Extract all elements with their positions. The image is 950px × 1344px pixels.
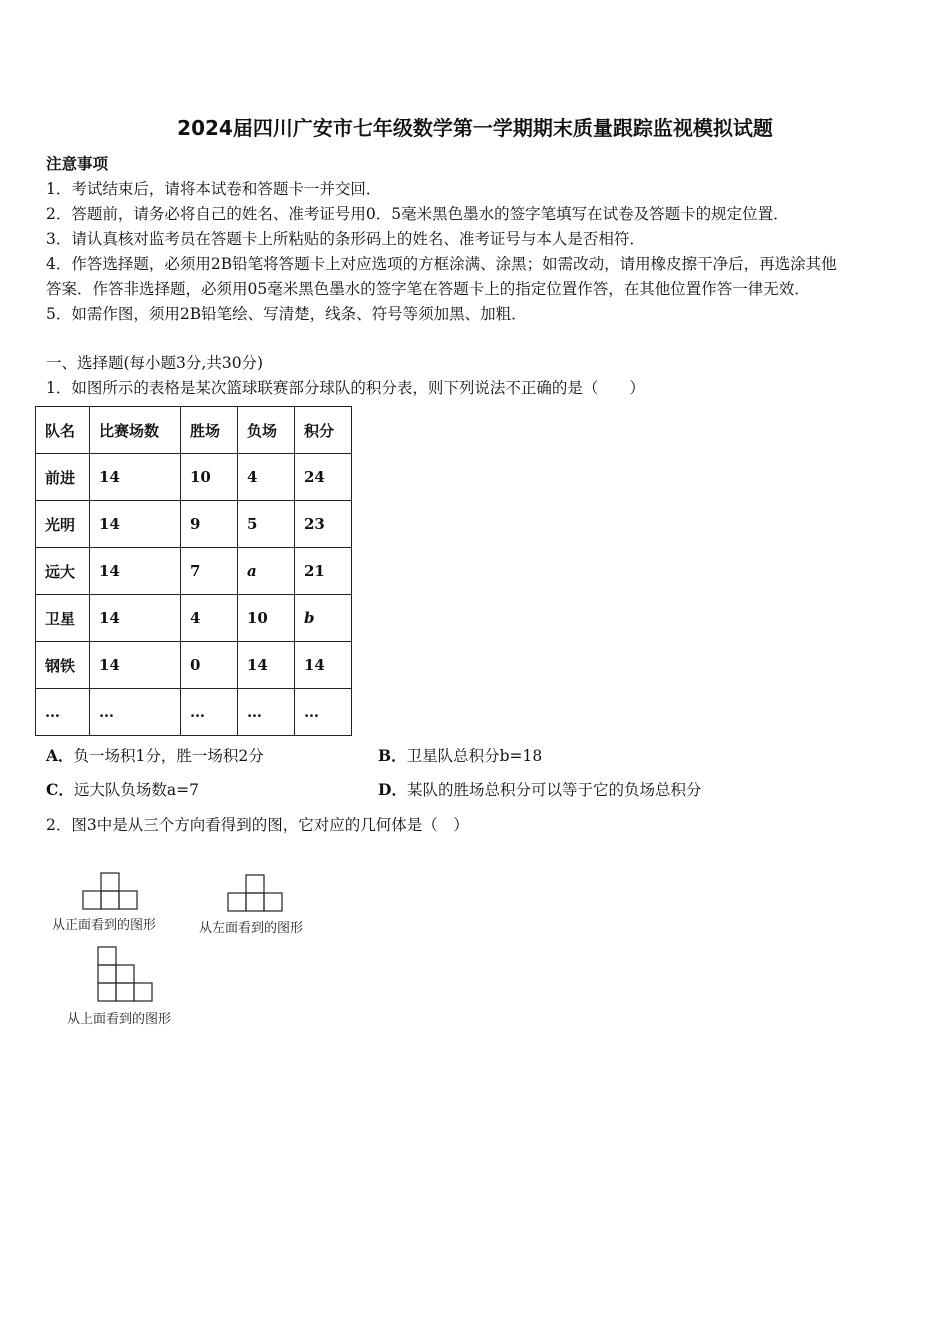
front-view-cell [101,873,119,891]
question-2-stem: 2．图3中是从三个方向看得到的图，它对应的几何体是（ ） [46,816,469,834]
option-a-label: A． [46,746,74,765]
note-item: 3．请认真核对监考员在答题卡上所粘贴的条形码上的姓名、准考证号与本人是否相符． [46,230,645,248]
table-header-cell: 比赛场数 [90,407,181,454]
table-cell: 14 [90,454,181,501]
table-header-cell: 负场 [238,407,295,454]
table-header-cell: 胜场 [181,407,238,454]
table-cell: 14 [90,642,181,689]
table-header-row [36,407,352,454]
left-view-cell [228,893,246,911]
left-view-cell [246,893,264,911]
notes-heading: 注意事项 [46,154,109,173]
table-cell: 9 [181,501,238,548]
table-header-cell: 积分 [295,407,352,454]
table-cell: 24 [295,454,352,501]
table-cell: 14 [90,595,181,642]
option-d-label: D． [378,780,407,799]
table-cell: … [36,689,90,736]
table-row [36,689,352,736]
table-cell: 21 [295,548,352,595]
note-item: 2．答题前，请务必将自己的姓名、准考证号用0．5毫米黑色墨水的签字笔填写在试卷及答题卡的规定位置． [46,205,789,223]
left-view-cell [246,875,264,893]
table-cell: 10 [238,595,295,642]
table-cell: … [238,689,295,736]
top-view-figure [97,946,153,1002]
option-d [378,778,701,800]
table-header-cell: 队名 [36,407,90,454]
top-view-cell [98,983,116,1001]
table-cell: 14 [295,642,352,689]
top-view-label: 从上面看到的图形 [67,1012,172,1027]
note-item: 5．如需作图，须用2B铅笔绘、写清楚，线条、符号等须加黑、加粗． [46,305,527,323]
table-row [36,595,352,642]
table-cell: 10 [181,454,238,501]
front-view-cell [101,891,119,909]
option-a-text: 负一场积1分，胜一场积2分 [73,747,264,765]
table-cell: 14 [238,642,295,689]
table-row [36,642,352,689]
table-cell: 23 [295,501,352,548]
top-view-cell [134,983,152,1001]
front-view-cell [83,891,101,909]
top-view-cell [116,965,134,983]
question-1-stem: 1．如图所示的表格是某次篮球联赛部分球队的积分表，则下列说法不正确的是（ ） [46,379,645,397]
table-cell: … [90,689,181,736]
left-view-figure [227,874,283,912]
table-row [36,501,352,548]
page-title: 2024届四川广安市七年级数学第一学期期末质量跟踪监视模拟试题 [177,116,773,140]
top-view-cell [98,947,116,965]
option-b-label: B． [378,746,407,765]
option-c-text: 远大队负场数a=7 [73,781,199,799]
option-c [46,778,199,800]
front-view-cell [119,891,137,909]
table-cell: 前进 [36,454,90,501]
top-view-cell [98,965,116,983]
option-b-text: 卫星队总积分b=18 [406,747,543,765]
front-view-label: 从正面看到的图形 [52,918,157,933]
note-item: 答案．作答非选择题，必须用05毫米黑色墨水的签字笔在答题卡上的指定位置作答，在其他位置作答一律无效． [46,280,810,298]
table-row [36,454,352,501]
left-view-cell [264,893,282,911]
note-item: 4．作答选择题，必须用2B铅笔将答题卡上对应选项的方框涂满、涂黑；如需改动，请用橡皮擦干净后，再选涂其他 [46,255,837,273]
table-row [36,548,352,595]
table-cell: 14 [90,548,181,595]
table-cell: 5 [238,501,295,548]
section-heading: 一、选择题(每小题3分,共30分) [46,354,264,372]
table-cell: 光明 [36,501,90,548]
table-cell: 卫星 [36,595,90,642]
table-cell: 14 [90,501,181,548]
table-cell: 钢铁 [36,642,90,689]
score-table [35,406,352,736]
table-cell: 远大 [36,548,90,595]
table-cell: 4 [181,595,238,642]
option-b [378,744,542,766]
table-cell: 7 [181,548,238,595]
table-cell: 0 [181,642,238,689]
front-view-figure [82,872,138,910]
table-cell: … [295,689,352,736]
top-view-cell [116,983,134,1001]
table-cell: … [181,689,238,736]
option-c-label: C． [46,780,74,799]
left-view-label: 从左面看到的图形 [199,921,304,936]
table-cell: a [238,548,295,595]
table-cell: 4 [238,454,295,501]
option-a [46,744,264,766]
table-cell: b [295,595,352,642]
option-d-text: 某队的胜场总积分可以等于它的负场总积分 [406,781,702,799]
note-item: 1．考试结束后，请将本试卷和答题卡一并交回． [46,180,382,198]
